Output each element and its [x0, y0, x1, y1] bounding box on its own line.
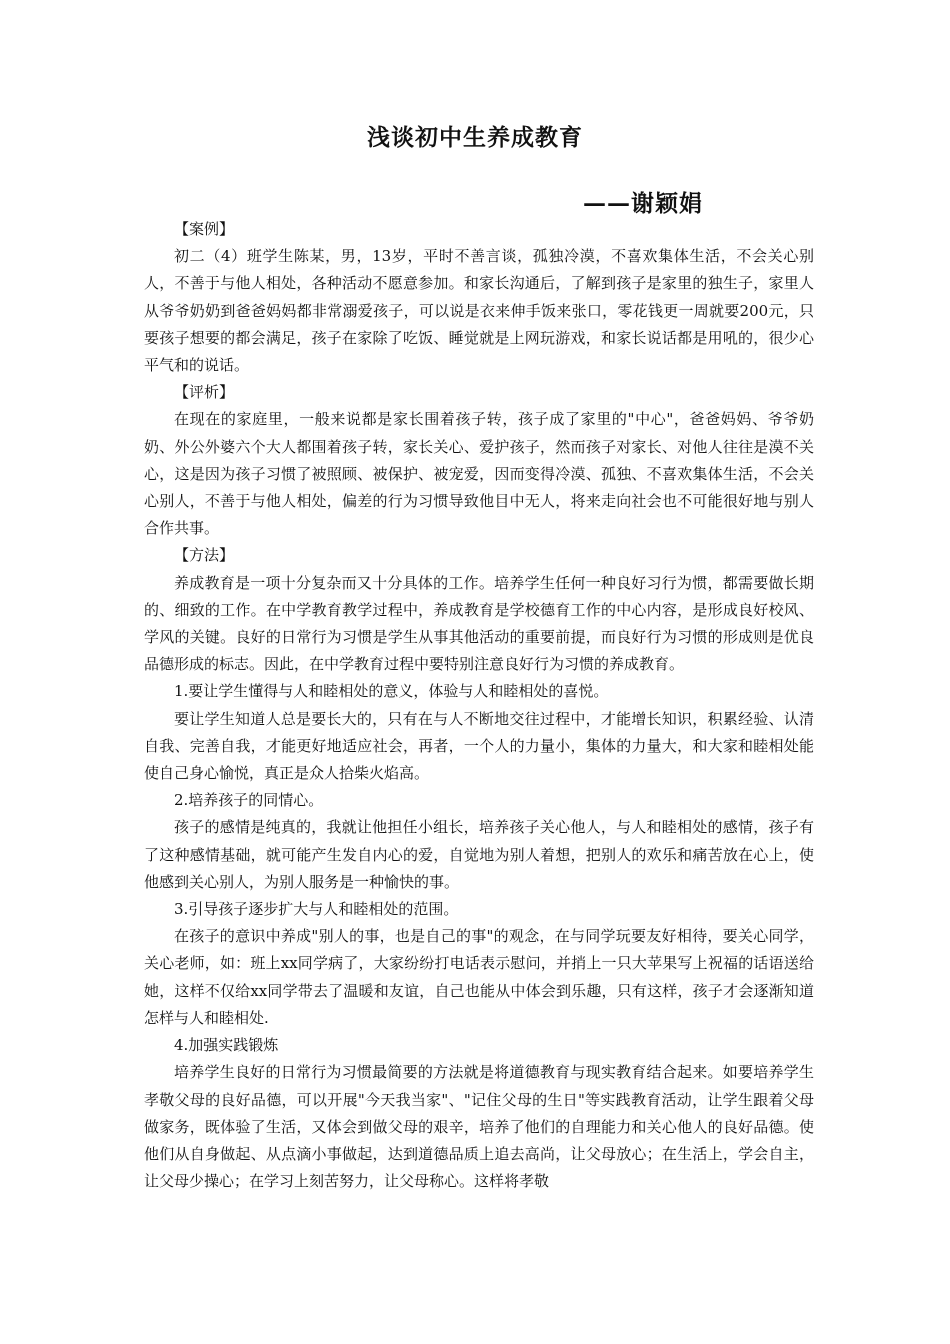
- paragraph-analysis: 在现在的家庭里，一般来说都是家长围着孩子转，孩子成了家里的"中心"，爸爸妈妈、爷爷奶奶、外公外婆六个大人都围着孩子转，家长关心、爱护孩子，然而孩子对家长、对他人往往是漠不关心，这是因为孩子习惯了被照顾、被保护、被宠爱，因而变得冷漠、孤独、不喜欢集体生活，不会关心别人，不善于与他人相处，偏差的行为习惯导致他目中无人，将来走向社会也不可能很好地与别人合作共事。: [144, 410, 814, 538]
- method-item-3-body: 在孩子的意识中养成"别人的事，也是自己的事"的观念，在与同学玩要友好相待，要关心同学，关心老师，如：班上xx同学病了，大家纷纷打电话表示慰问，并捎上一只大苹果写上祝福的话语送给她，这样不仅给xx同学带去了温暖和友谊，自己也能从中体会到乐趣，只有这样，孩子才会逐渐知道怎样与人和睦相处.: [144, 927, 814, 1027]
- section-heading-method: 【方法】: [174, 546, 235, 565]
- method-item-2-body: 孩子的感情是纯真的，我就让他担任小组长，培养孩子关心他人，与人和睦相处的感情，孩子有了这种感情基础，就可能产生发自内心的爱，自觉地为别人着想，把别人的欢乐和痛苦放在心上，使他感到关心别人，为别人服务是一种愉快的事。: [144, 818, 814, 891]
- method-item-3-title: 3.引导孩子逐步扩大与人和睦相处的范围。: [174, 900, 459, 919]
- method-item-1-body: 要让学生知道人总是要长大的，只有在与人不断地交往过程中，才能增长知识，积累经验、认清自我、完善自我，才能更好地适应社会，再者，一个人的力量小，集体的力量大，和大家和睦相处能使自己身心愉悦，真正是众人拾柴火焰高。: [144, 709, 814, 783]
- document-title: 浅谈初中生养成教育: [367, 124, 583, 151]
- paragraph-case: 初二（4）班学生陈某，男，13岁，平时不善言谈，孤独冷漠，不喜欢集体生活，不会关心别人，不善于与他人相处，各种活动不愿意参加。和家长沟通后，了解到孩子是家里的独生子，家里人从爷爷奶奶到爸爸妈妈都非常溺爱孩子，可以说是衣来伸手饭来张口，零花钱更一周就要200元，只要孩子想要的都会满足，孩子在家除了吃饭、睡觉就是上网玩游戏，和家长说话都是用吼的，很少心平气和的说话。: [144, 247, 814, 375]
- document-author: ——谢颖娟: [583, 190, 703, 217]
- method-item-1-title: 1.要让学生懂得与人和睦相处的意义，体验与人和睦相处的喜悦。: [174, 682, 609, 701]
- method-item-2-title: 2.培养孩子的同情心。: [174, 791, 324, 810]
- paragraph-method-intro: 养成教育是一项十分复杂而又十分具体的工作。培养学生任何一种良好习行为惯，都需要做长期的、细致的工作。在中学教育教学过程中，养成教育是学校德育工作的中心内容，是形成良好校风、学风的关键。良好的日常行为习惯是学生从事其他活动的重要前提，而良好行为习惯的形成则是优良品德形成的标志。因此，在中学教育过程中要特别注意良好行为习惯的养成教育。: [144, 573, 814, 674]
- section-heading-case: 【案例】: [174, 220, 235, 238]
- method-item-4-title: 4.加强实践锻炼: [174, 1036, 279, 1055]
- document-body: [144, 216, 814, 1195]
- section-heading-analysis: 【评析】: [174, 383, 235, 402]
- method-item-4-body: 培养学生良好的日常行为习惯最简要的方法就是将道德教育与现实教育结合起来。如要培养学生孝敬父母的良好品德，可以开展"今天我当家"、"记住父母的生日"等实践教育活动，让学生跟着父母做家务，既体验了生活，又体会到做父母的艰辛，培养了他们的自理能力和关心他人的良好品德。使他们从自身做起、从点滴小事做起，达到道德品质上追去高尚，让父母放心；在生活上，学会自主，让父母少操心；在学习上刻苦努力，让父母称心。这样将孝敬: [144, 1063, 814, 1191]
